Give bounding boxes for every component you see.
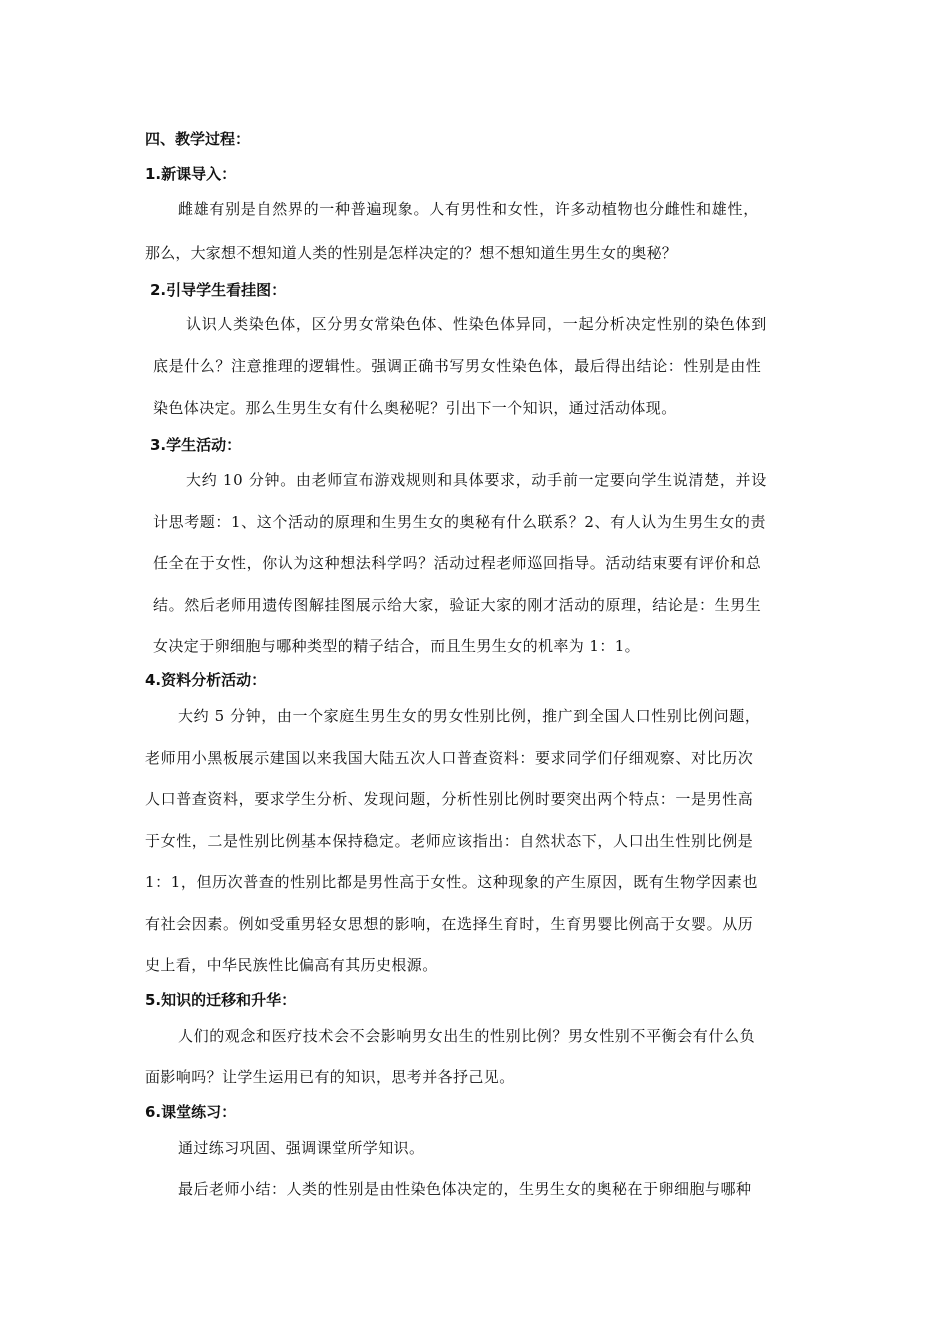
text-line: 通过练习巩固、强调课堂所学知识。 [178,1139,425,1157]
text-line: 底是什么？注意推理的逻辑性。强调正确书写男女性染色体，最后得出结论：性别是由性 [153,357,762,375]
text-line: 人口普查资料，要求学生分析、发现问题，分析性别比例时要突出两个特点：一是男性高 [145,790,754,808]
text-line: 雌雄有别是自然界的一种普遍现象。人有男性和女性，许多动植物也分雌性和雄性， [178,200,759,218]
text-line: 结。然后老师用遗传图解挂图展示给大家，验证大家的刚才活动的原理，结论是：生男生 [153,596,762,614]
text-line: 任全在于女性，你认为这种想法科学吗？活动过程老师巡回指导。活动结束要有评价和总 [153,554,762,572]
text-line: 认识人类染色体，区分男女常染色体、性染色体异同，一起分析决定性别的染色体到 [186,315,767,333]
text-line: 于女性，二是性别比例基本保持稳定。老师应该指出：自然状态下，人口出生性别比例是 [145,832,754,850]
text-line: 女决定于卵细胞与哪种类型的精子结合，而且生男生女的机率为 1：1。 [153,637,641,655]
text-line: 最后老师小结：人类的性别是由性染色体决定的，生男生女的奥秘在于卵细胞与哪种 [178,1180,752,1198]
section-heading: 1.新课导入： [145,165,237,183]
section-heading: 4.资料分析活动： [145,671,267,689]
text-line: 老师用小黑板展示建国以来我国大陆五次人口普查资料：要求同学们仔细观察、对比历次 [145,749,754,767]
text-line: 1：1，但历次普查的性别比都是男性高于女性。这种现象的产生原因，既有生物学因素也 [145,873,759,891]
text-line: 那么，大家想不想知道人类的性别是怎样决定的？想不想知道生男生女的奥秘？ [145,244,678,262]
section-heading: 2.引导学生看挂图： [150,281,287,299]
section-heading: 5.知识的迁移和升华： [145,991,297,1009]
text-line: 大约 5 分钟，由一个家庭生男生女的男女性别比例，推广到全国人口性别比例问题， [178,707,761,725]
text-line: 大约 10 分钟。由老师宣布游戏规则和具体要求，动手前一定要向学生说清楚，并设 [186,471,767,489]
text-line: 染色体决定。那么生男生女有什么奥秘呢？引出下一个知识，通过活动体现。 [153,399,677,417]
text-line: 有社会因素。例如受重男轻女思想的影响，在选择生育时，生育男婴比例高于女婴。从历 [145,915,754,933]
text-line: 史上看，中华民族性比偏高有其历史根源。 [145,956,438,974]
text-line: 计思考题：1、这个活动的原理和生男生女的奥秘有什么联系？2、有人认为生男生女的责 [153,513,767,531]
text-line: 人们的观念和医疗技术会不会影响男女出生的性别比例？男女性别不平衡会有什么负 [178,1027,756,1045]
section-heading: 6.课堂练习： [145,1103,237,1121]
document-title: 四、教学过程： [145,130,251,148]
section-heading: 3.学生活动： [150,436,242,454]
text-line: 面影响吗？让学生运用已有的知识，思考并各抒己见。 [145,1068,515,1086]
